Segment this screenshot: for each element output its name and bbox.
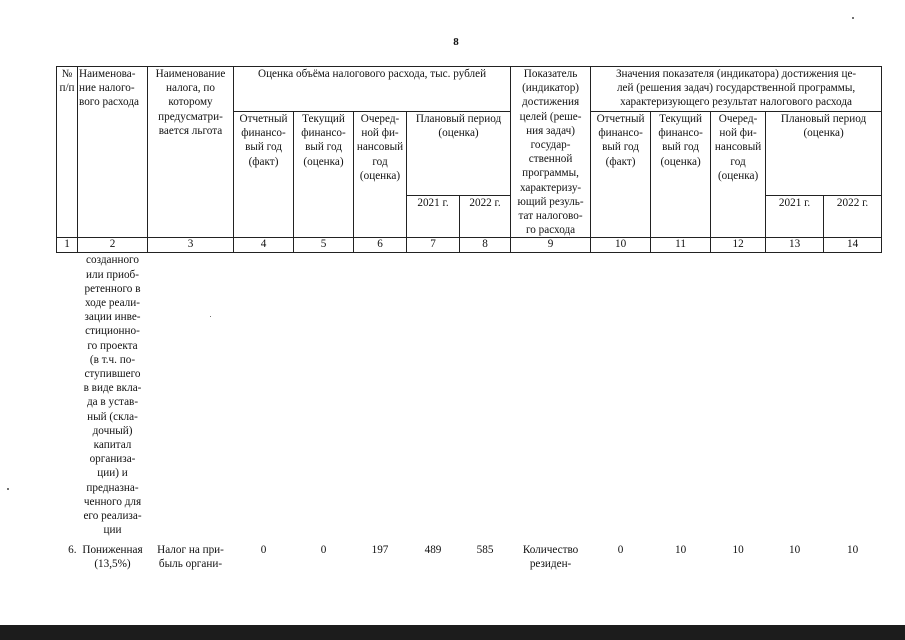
table-row: [57, 538, 882, 571]
column-number: 7: [407, 238, 460, 253]
column-number: 6: [354, 238, 407, 253]
column-number: 9: [511, 238, 591, 253]
header-col-11: Текущий финансо- вый год (оценка): [651, 112, 711, 238]
continuation-text: созданного или приоб- ретенного в ходе реали- зации инве- стиционно- го проекта (в т.ч. по- ступившего в виде вкла- да в устав- ный (скла- дочный) капитал организа- ции) и предназна- ченного для его реализа- ции: [83, 254, 142, 537]
column-number: 4: [234, 238, 294, 253]
value-cell: 10: [788, 543, 801, 556]
header-col-4: Отчетный финансо- вый год (факт): [234, 112, 294, 238]
column-number: 10: [591, 238, 651, 253]
header-col-8: 2022 г.: [460, 195, 511, 238]
value-cell: 0: [320, 543, 327, 556]
header-col-7: 2021 г.: [407, 195, 460, 238]
scan-speck: [210, 316, 211, 317]
header-col-14: 2022 г.: [824, 195, 882, 238]
value-cell: 197: [371, 543, 389, 556]
row-number: 6.: [68, 543, 77, 556]
scan-speck: [7, 488, 9, 490]
header-col-number: № п/п: [57, 67, 78, 238]
header-plan-group: Плановый период (оценка): [407, 112, 511, 196]
value-cell: 0: [260, 543, 267, 556]
header-col-13: 2021 г.: [766, 195, 824, 238]
value-cell: 10: [846, 543, 859, 556]
header-indicator-group: Значения показателя (индикатора) достижения це- лей (решения задач) государственной программы, характеризующего результат налогового расхода: [591, 67, 882, 112]
column-number: 1: [57, 238, 78, 253]
column-number: 5: [294, 238, 354, 253]
scan-speck: [852, 17, 854, 19]
value-cell: 585: [476, 543, 494, 556]
page-number: 8: [453, 36, 459, 48]
column-number-row: [57, 238, 882, 253]
header-col-indicator: Показатель (индикатор) достижения целей (реше- ния задач) государ- ственной программы, характеризу- ющий резуль- тат налогово- го расхода: [511, 67, 591, 238]
column-number: 13: [766, 238, 824, 253]
tax-name: Налог на при- быль органи-: [157, 543, 224, 570]
column-number: 11: [651, 238, 711, 253]
header-col-12: Очеред- ной фи- нансовый год (оценка): [711, 112, 766, 238]
expenditure-name: Пониженная (13,5%): [82, 543, 143, 570]
header-estimate-group: Оценка объёма налогового расхода, тыс. рублей: [234, 67, 511, 112]
scan-edge-bar: [0, 625, 905, 640]
indicator-name: Количество резиден-: [522, 543, 579, 570]
value-cell: 10: [674, 543, 687, 556]
header-plan-group-2: Плановый период (оценка): [766, 112, 882, 196]
value-cell: 10: [732, 543, 744, 556]
value-cell: 0: [617, 543, 624, 556]
header-col-5: Текущий финансо- вый год (оценка): [294, 112, 354, 238]
value-cell: 489: [424, 543, 442, 556]
column-number: 8: [460, 238, 511, 253]
header-col-10: Отчетный финансо- вый год (факт): [591, 112, 651, 238]
column-number: 3: [148, 238, 234, 253]
tax-expenditure-table: [56, 66, 882, 571]
table-row: [57, 253, 882, 538]
column-number: 14: [824, 238, 882, 253]
header-col-tax: Наименование налога, по которому предусматри- вается льгота: [148, 67, 234, 238]
column-number: 12: [711, 238, 766, 253]
header-col-name: Наименова- ние налого- вого расхода: [78, 67, 148, 238]
header-col-6: Очеред- ной фи- нансовый год (оценка): [354, 112, 407, 238]
column-number: 2: [78, 238, 148, 253]
